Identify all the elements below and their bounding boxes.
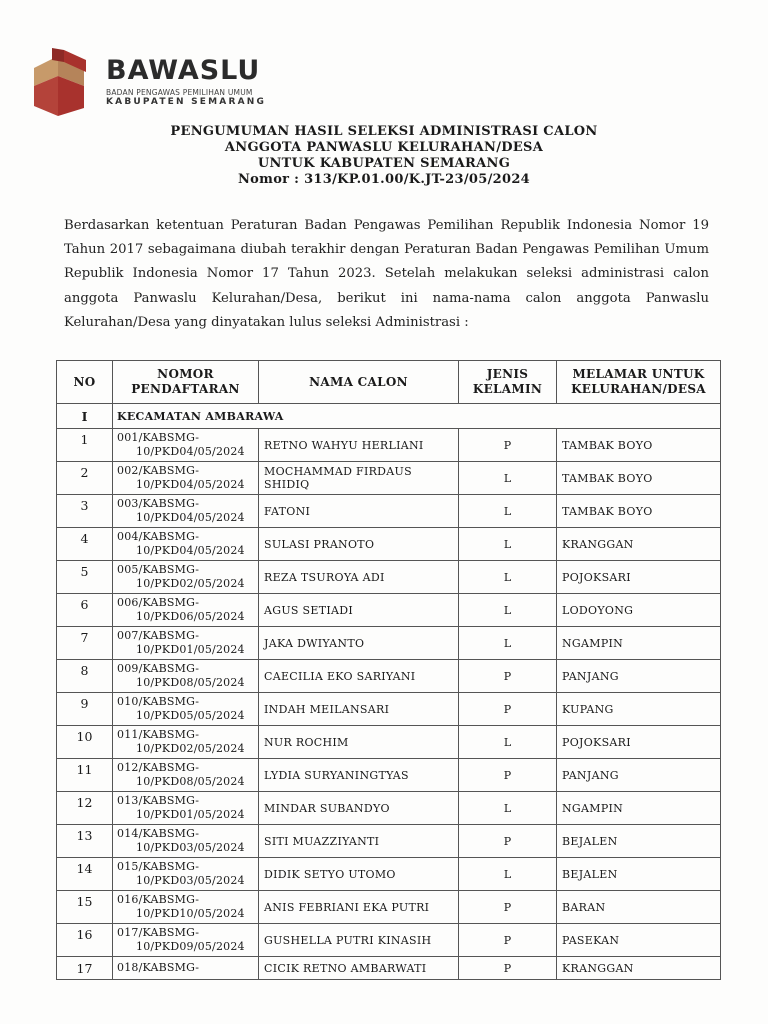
registration-line-2: 10/PKD01/05/2024 <box>136 808 245 821</box>
table-row <box>57 858 721 891</box>
table-row <box>57 759 721 792</box>
candidate-village: BEJALEN <box>557 825 721 858</box>
row-number: 14 <box>57 858 113 891</box>
header-village-line-1: MELAMAR UNTUK <box>572 367 705 381</box>
row-number: 8 <box>57 660 113 693</box>
candidate-sex: L <box>459 726 557 759</box>
registration-number <box>113 858 259 891</box>
candidate-sex: L <box>459 462 557 495</box>
header-registration-line-2: PENDAFTARAN <box>131 382 240 396</box>
registration-line-1: 003/KABSMG- <box>117 497 200 510</box>
registration-line-1: 002/KABSMG- <box>117 464 200 477</box>
registration-line-2: 10/PKD01/05/2024 <box>136 643 245 656</box>
registration-line-1: 004/KABSMG- <box>117 530 200 543</box>
row-number: 11 <box>57 759 113 792</box>
table-row <box>57 429 721 462</box>
header-registration-line-1: NOMOR <box>157 367 214 381</box>
title-line-1: PENGUMUMAN HASIL SELEKSI ADMINISTRASI CALON <box>170 124 598 139</box>
candidate-village: PANJANG <box>557 759 721 792</box>
candidate-village: LODOYONG <box>557 594 721 627</box>
registration-number <box>113 891 259 924</box>
intro-paragraph: Berdasarkan ketentuan Peraturan Badan Pengawas Pemilihan Republik Indonesia Nomor 19 Tahun 2017 sebagaimana diubah terakhir dengan Peraturan Badan Pengawas Pemilihan Umum Republik Indonesia Nomor 17 Tahun 2023. Setelah melakukan seleksi administrasi calon anggota Panwaslu Kelurahan/Desa, berikut ini nama-nama calon anggota Panwaslu Kelurahan/Desa yang dinyatakan lulus seleksi Administrasi : <box>64 218 709 330</box>
org-subtitle: BADAN PENGAWAS PEMILIHAN UMUM <box>106 88 253 97</box>
row-number: 7 <box>57 627 113 660</box>
row-number: 16 <box>57 924 113 957</box>
row-number: 1 <box>57 429 113 462</box>
candidate-sex: P <box>459 693 557 726</box>
registration-line-2: 10/PKD09/05/2024 <box>136 940 245 953</box>
table-row <box>57 891 721 924</box>
registration-number <box>113 759 259 792</box>
registration-number <box>113 792 259 825</box>
registration-line-1: 006/KABSMG- <box>117 596 200 609</box>
bawaslu-logo <box>28 46 288 118</box>
candidate-village: KRANGGAN <box>557 528 721 561</box>
registration-line-2: 10/PKD05/05/2024 <box>136 709 245 722</box>
candidate-sex: P <box>459 825 557 858</box>
candidate-village: NGAMPIN <box>557 627 721 660</box>
candidate-village: PASEKAN <box>557 924 721 957</box>
candidate-sex: L <box>459 792 557 825</box>
candidate-name: CAECILIA EKO SARIYANI <box>259 660 459 693</box>
registration-line-1: 005/KABSMG- <box>117 563 200 576</box>
header-name: NAMA CALON <box>259 361 459 404</box>
candidate-sex: L <box>459 495 557 528</box>
candidate-name: RETNO WAHYU HERLIANI <box>259 429 459 462</box>
candidate-sex: P <box>459 759 557 792</box>
table-row <box>57 924 721 957</box>
section-row <box>57 404 721 429</box>
registration-number <box>113 957 259 980</box>
registration-line-1: 014/KABSMG- <box>117 827 200 840</box>
registration-number <box>113 627 259 660</box>
row-number: 6 <box>57 594 113 627</box>
candidate-name: MINDAR SUBANDYO <box>259 792 459 825</box>
header-sex-line-2: KELAMIN <box>472 382 543 396</box>
candidate-name: MOCHAMMAD FIRDAUS SHIDIQ <box>259 462 459 495</box>
table-header-row <box>57 361 721 404</box>
registration-line-1: 013/KABSMG- <box>117 794 200 807</box>
candidate-name: SULASI PRANOTO <box>259 528 459 561</box>
candidate-sex: L <box>459 594 557 627</box>
section-number: I <box>57 404 113 429</box>
row-number: 9 <box>57 693 113 726</box>
candidate-village: KUPANG <box>557 693 721 726</box>
candidate-name: AGUS SETIADI <box>259 594 459 627</box>
row-number: 13 <box>57 825 113 858</box>
candidate-village: BARAN <box>557 891 721 924</box>
registration-line-1: 018/KABSMG- <box>117 961 200 974</box>
table-row <box>57 495 721 528</box>
table-row <box>57 792 721 825</box>
table-row <box>57 627 721 660</box>
registration-line-1: 009/KABSMG- <box>117 662 200 675</box>
table-row <box>57 462 721 495</box>
candidate-village: BEJALEN <box>557 858 721 891</box>
candidate-village: NGAMPIN <box>557 792 721 825</box>
header-village-line-2: KELURAHAN/DESA <box>571 382 706 396</box>
candidate-name: SITI MUAZZIYANTI <box>259 825 459 858</box>
candidate-village: TAMBAK BOYO <box>557 495 721 528</box>
candidate-sex: L <box>459 627 557 660</box>
candidate-sex: P <box>459 660 557 693</box>
registration-line-1: 015/KABSMG- <box>117 860 200 873</box>
registration-number <box>113 429 259 462</box>
registration-line-2: 10/PKD04/05/2024 <box>136 511 245 524</box>
candidate-sex: L <box>459 858 557 891</box>
registration-number <box>113 726 259 759</box>
candidate-table <box>56 360 721 980</box>
row-number: 15 <box>57 891 113 924</box>
header-no: NO <box>57 361 113 404</box>
candidate-name: JAKA DWIYANTO <box>259 627 459 660</box>
row-number: 3 <box>57 495 113 528</box>
registration-line-2: 10/PKD02/05/2024 <box>136 742 245 755</box>
document-number: Nomor : 313/KP.01.00/K.JT-23/05/2024 <box>237 172 531 187</box>
candidate-village: POJOKSARI <box>557 561 721 594</box>
table-row <box>57 594 721 627</box>
header-village <box>557 361 721 404</box>
row-number: 17 <box>57 957 113 980</box>
header-sex <box>459 361 557 404</box>
registration-number <box>113 924 259 957</box>
table-row <box>57 528 721 561</box>
candidate-name: ANIS FEBRIANI EKA PUTRI <box>259 891 459 924</box>
table-row <box>57 825 721 858</box>
registration-line-1: 001/KABSMG- <box>117 431 200 444</box>
candidate-name: GUSHELLA PUTRI KINASIH <box>259 924 459 957</box>
bawaslu-emblem-icon <box>28 46 100 118</box>
org-region: KABUPATEN SEMARANG <box>106 97 267 107</box>
table-row <box>57 693 721 726</box>
candidate-sex: P <box>459 957 557 980</box>
candidate-village: POJOKSARI <box>557 726 721 759</box>
table-row <box>57 726 721 759</box>
registration-line-1: 007/KABSMG- <box>117 629 200 642</box>
registration-line-2: 10/PKD08/05/2024 <box>136 676 245 689</box>
org-name: BAWASLU <box>106 55 261 86</box>
row-number: 2 <box>57 462 113 495</box>
registration-line-2: 10/PKD06/05/2024 <box>136 610 245 623</box>
candidate-name: FATONI <box>259 495 459 528</box>
candidate-village: PANJANG <box>557 660 721 693</box>
candidate-sex: P <box>459 891 557 924</box>
title-line-3: UNTUK KABUPATEN SEMARANG <box>257 156 511 171</box>
document-title <box>0 124 768 188</box>
registration-number <box>113 825 259 858</box>
registration-line-2: 10/PKD08/05/2024 <box>136 775 245 788</box>
registration-line-1: 012/KABSMG- <box>117 761 200 774</box>
candidate-sex: P <box>459 924 557 957</box>
table-row <box>57 660 721 693</box>
header-registration <box>113 361 259 404</box>
table-row <box>57 561 721 594</box>
registration-number <box>113 693 259 726</box>
row-number: 10 <box>57 726 113 759</box>
registration-line-1: 011/KABSMG- <box>117 728 200 741</box>
table-row <box>57 957 721 980</box>
candidate-village: TAMBAK BOYO <box>557 462 721 495</box>
candidate-name: REZA TSUROYA ADI <box>259 561 459 594</box>
candidate-name: INDAH MEILANSARI <box>259 693 459 726</box>
registration-number <box>113 495 259 528</box>
candidate-name: DIDIK SETYO UTOMO <box>259 858 459 891</box>
row-number: 12 <box>57 792 113 825</box>
registration-line-1: 010/KABSMG- <box>117 695 200 708</box>
registration-line-2: 10/PKD10/05/2024 <box>136 907 245 920</box>
registration-line-2: 10/PKD03/05/2024 <box>136 874 245 887</box>
row-number: 5 <box>57 561 113 594</box>
registration-line-2: 10/PKD02/05/2024 <box>136 577 245 590</box>
candidate-name: CICIK RETNO AMBARWATI <box>259 957 459 980</box>
registration-line-1: 017/KABSMG- <box>117 926 200 939</box>
registration-line-2: 10/PKD03/05/2024 <box>136 841 245 854</box>
registration-number <box>113 594 259 627</box>
registration-number <box>113 528 259 561</box>
registration-line-2: 10/PKD04/05/2024 <box>136 478 245 491</box>
title-line-2: ANGGOTA PANWASLU KELURAHAN/DESA <box>224 140 544 155</box>
candidate-sex: P <box>459 429 557 462</box>
registration-line-2: 10/PKD04/05/2024 <box>136 445 245 458</box>
candidate-village: TAMBAK BOYO <box>557 429 721 462</box>
candidate-name: LYDIA SURYANINGTYAS <box>259 759 459 792</box>
candidate-sex: L <box>459 528 557 561</box>
row-number: 4 <box>57 528 113 561</box>
candidate-sex: L <box>459 561 557 594</box>
candidate-name: NUR ROCHIM <box>259 726 459 759</box>
header-sex-line-1: JENIS <box>486 367 529 381</box>
section-label: KECAMATAN AMBARAWA <box>113 404 721 429</box>
registration-line-1: 016/KABSMG- <box>117 893 200 906</box>
registration-number <box>113 660 259 693</box>
registration-line-2: 10/PKD04/05/2024 <box>136 544 245 557</box>
registration-number <box>113 462 259 495</box>
candidate-village: KRANGGAN <box>557 957 721 980</box>
registration-number <box>113 561 259 594</box>
